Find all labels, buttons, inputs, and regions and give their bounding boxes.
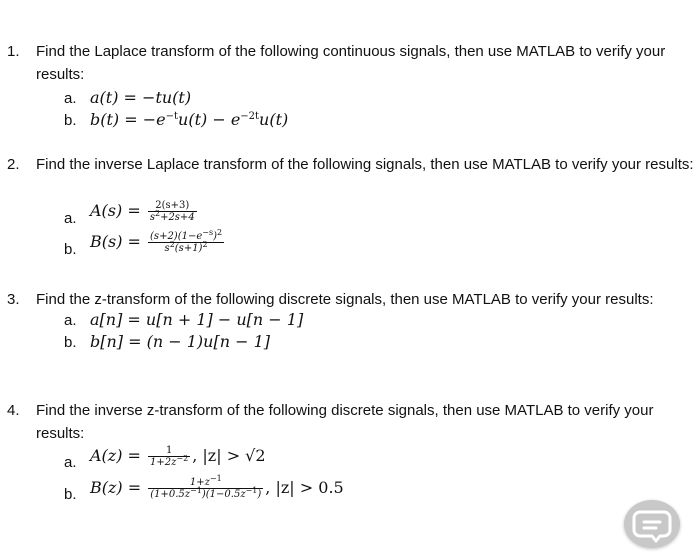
question-number: 1. [7,43,20,60]
math-expression: A(z) = $\frac{1}{1+2z^{-2}}$ , |z| > √2 [90,445,266,468]
item-label: a. [64,312,77,329]
chat-bubble-icon [624,500,680,548]
fraction: $\frac{(s+2)(1-e^{-s})^2}{s^2(s+1)^2}$ [150,228,223,254]
math-expression: b[n] = (n − 1)u[n − 1] [90,332,271,351]
math-expression: a(t) = −tu(t) [90,88,192,107]
question-number: 2. [7,156,20,173]
item-label: a. [64,454,77,471]
item-label: b. [64,241,77,258]
item-label: b. [64,334,77,351]
item-label: a. [64,90,77,107]
chat-button[interactable] [624,500,680,548]
question-text: Find the z-transform of the following discrete signals, then use MATLAB to verify your results: [36,291,654,308]
fraction: $\frac{2(s+3)}{s^2+2s+4}$ [149,200,195,223]
fraction: $\frac{1}{1+2z^{-2}}$ [150,445,189,468]
math-expression: A(s) = $\frac{2(s+3)}{s^2+2s+4}$ [90,200,195,223]
math-expression: B(z) = $\frac{1+z^{-1}}{(1+0.5z^{-1})(1-0.5z^{-1})}$ , |z| > 0.5 [90,474,344,500]
fraction: $\frac{1+z^{-1}}{(1+0.5z^{-1})(1-0.5z^{-1})}$ [150,474,262,500]
item-label: a. [64,210,77,227]
math-expression: $b(t) = -e^{-t}u(t) - e^{-2t}u(t)$ [90,110,289,129]
question-number: 3. [7,291,20,308]
item-label: b. [64,486,77,503]
item-label: b. [64,112,77,129]
question-text: Find the inverse Laplace transform of the following signals, then use MATLAB to verify your results: [36,156,694,173]
question-text: Find the Laplace transform of the following continuous signals, then use MATLAB to verify your results: [36,43,666,83]
math-expression: B(s) = $\frac{(s+2)(1-e^{-s})^2}{s^2(s+1)^2}$ [90,228,223,254]
math-expression: a[n] = u[n + 1] − u[n − 1] [90,310,304,329]
question-text: Find the inverse z-transform of the following discrete signals, then use MATLAB to verify your results: [36,402,654,442]
question-number: 4. [7,402,20,419]
